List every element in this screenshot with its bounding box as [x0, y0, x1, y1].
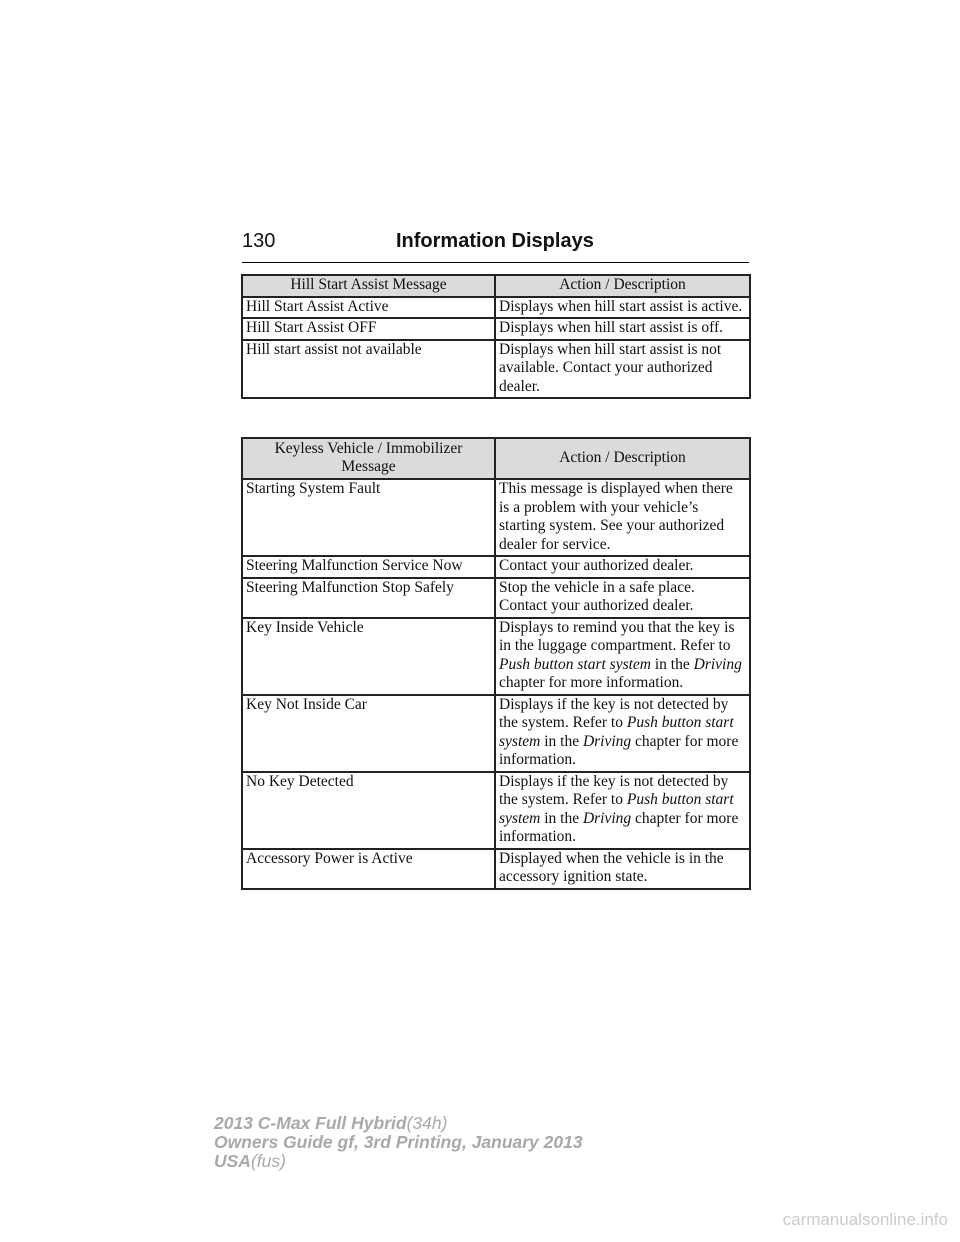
- cross-reference: Push button start system: [499, 791, 734, 827]
- keyless-vehicle-table: [241, 437, 751, 890]
- message-cell: No Key Detected: [242, 772, 495, 849]
- message-cell: Hill Start Assist Active: [242, 297, 495, 319]
- cross-reference: Push button start system: [499, 714, 734, 750]
- column-header-message: Hill Start Assist Message: [242, 275, 495, 297]
- table-header-row: [242, 438, 750, 479]
- message-cell: Hill Start Assist OFF: [242, 318, 495, 340]
- table-row: [242, 479, 750, 556]
- description-text: in the: [540, 809, 583, 827]
- description-text: in the: [540, 732, 583, 750]
- page-number: 130: [242, 230, 276, 252]
- watermark: carmanualsonline.info: [782, 1210, 948, 1229]
- message-cell: Hill start assist not available: [242, 340, 495, 399]
- footer-line: [214, 1114, 583, 1133]
- table-row: [242, 297, 750, 319]
- section-title: Information Displays: [396, 230, 594, 252]
- chapter-reference: Driving: [582, 809, 632, 827]
- footer-printing: Owners Guide gf, 3rd Printing, January 2013: [214, 1132, 583, 1152]
- description-cell: This message is displayed when there is a problem with your vehicle’s starting system. See your authorized dealer for service.: [495, 479, 750, 556]
- message-cell: Starting System Fault: [242, 479, 495, 556]
- hill-start-assist-table: [241, 274, 751, 399]
- table-row: [242, 772, 750, 849]
- chapter-reference: Driving: [582, 732, 632, 750]
- page-header: [242, 230, 749, 263]
- column-header-message: Keyless Vehicle / Immobilizer Message: [242, 438, 495, 479]
- footer-market-code: (fus): [250, 1151, 286, 1171]
- description-text: chapter for more information.: [499, 732, 739, 768]
- description-text: in the: [651, 655, 694, 673]
- description-text: Displays if the key is not detected by the system. Refer to: [499, 772, 729, 808]
- table-row: [242, 340, 750, 399]
- description-cell: [495, 695, 750, 772]
- table-row: [242, 849, 750, 889]
- table-header-row: [242, 275, 750, 297]
- footer-model: 2013 C-Max Full Hybrid: [214, 1113, 407, 1133]
- description-cell: Stop the vehicle in a safe place. Contact your authorized dealer.: [495, 578, 750, 618]
- column-header-description: Action / Description: [495, 275, 750, 297]
- description-cell: Displayed when the vehicle is in the accessory ignition state.: [495, 849, 750, 889]
- message-cell: Key Not Inside Car: [242, 695, 495, 772]
- cross-reference: Push button start system: [499, 655, 651, 673]
- footer-model-code: (34h): [406, 1113, 448, 1133]
- document-footer: [214, 1114, 583, 1171]
- table-row: [242, 618, 750, 695]
- table-row: [242, 695, 750, 772]
- description-text: Displays if the key is not detected by the system. Refer to: [499, 695, 729, 731]
- chapter-reference: Driving: [693, 655, 742, 673]
- description-cell: Contact your authorized dealer.: [495, 556, 750, 578]
- description-text: Displays to remind you that the key is in the luggage compartment. Refer to: [499, 618, 735, 654]
- description-cell: [495, 618, 750, 695]
- description-cell: Displays when hill start assist is active.: [495, 297, 750, 319]
- message-cell: Key Inside Vehicle: [242, 618, 495, 695]
- description-text: chapter for more information.: [499, 809, 739, 845]
- description-cell: Displays when hill start assist is not available. Contact your authorized dealer.: [495, 340, 750, 399]
- column-header-description: Action / Description: [495, 438, 750, 479]
- message-cell: Steering Malfunction Service Now: [242, 556, 495, 578]
- footer-line: [214, 1152, 583, 1171]
- message-cell: Steering Malfunction Stop Safely: [242, 578, 495, 618]
- table-row: [242, 318, 750, 340]
- description-text: chapter for more information.: [499, 674, 684, 691]
- table-row: [242, 556, 750, 578]
- description-cell: [495, 772, 750, 849]
- description-cell: Displays when hill start assist is off.: [495, 318, 750, 340]
- table-row: [242, 578, 750, 618]
- footer-market: USA: [214, 1151, 251, 1171]
- footer-line: [214, 1133, 583, 1152]
- message-cell: Accessory Power is Active: [242, 849, 495, 889]
